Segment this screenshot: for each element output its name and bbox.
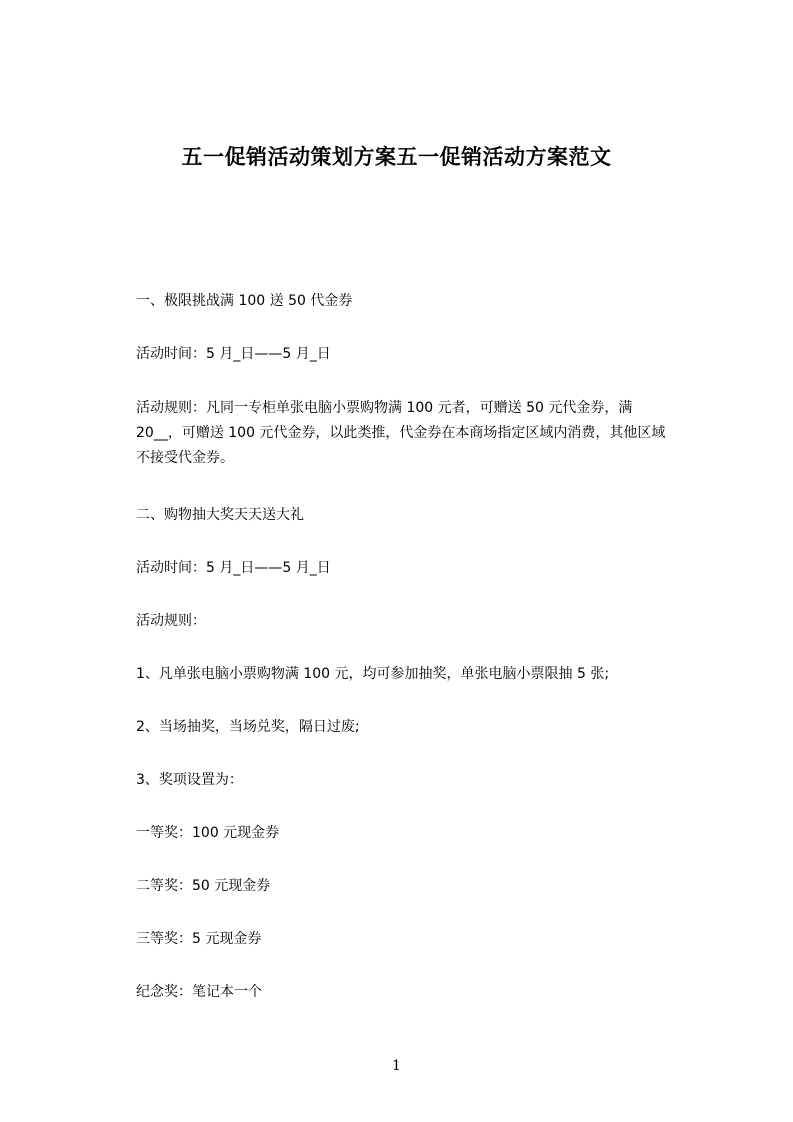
page-number: 1: [392, 1058, 401, 1074]
activity-time-1: 活动时间：5 月_日——5 月_日: [136, 346, 331, 362]
section-heading-1: 一、极限挑战满 100 送 50 代金券: [136, 293, 353, 309]
rule-paragraph-line: 20__，可赠送 100 元代金券，以此类推，代金券在本商场指定区域内消费，其他区域: [136, 425, 666, 441]
activity-time-2: 活动时间：5 月_日——5 月_日: [136, 560, 331, 576]
rule-item-1: 1、凡单张电脑小票购物满 100 元，均可参加抽奖，单张电脑小票限抽 5 张;: [136, 666, 610, 682]
prize-third: 三等奖：5 元现金券: [136, 931, 262, 947]
rule-paragraph-1: [136, 396, 706, 471]
prize-first: 一等奖：100 元现金券: [136, 825, 280, 841]
rules-label: 活动规则：: [136, 613, 206, 629]
prize-second: 二等奖：50 元现金券: [136, 878, 271, 894]
rule-item-3: 3、奖项设置为：: [136, 772, 243, 788]
document-title: 五一促销活动策划方案五一促销活动方案范文: [181, 145, 612, 169]
rule-paragraph-line: 活动规则：凡同一专柜单张电脑小票购物满 100 元者，可赠送 50 元代金券，满: [136, 400, 633, 416]
prize-souvenir: 纪念奖：笔记本一个: [136, 984, 262, 1000]
rule-paragraph-line: 不接受代金券。: [136, 450, 234, 466]
rule-item-2: 2、当场抽奖，当场兑奖，隔日过废;: [136, 719, 360, 735]
section-heading-2: 二、购物抽大奖天天送大礼: [136, 507, 304, 523]
